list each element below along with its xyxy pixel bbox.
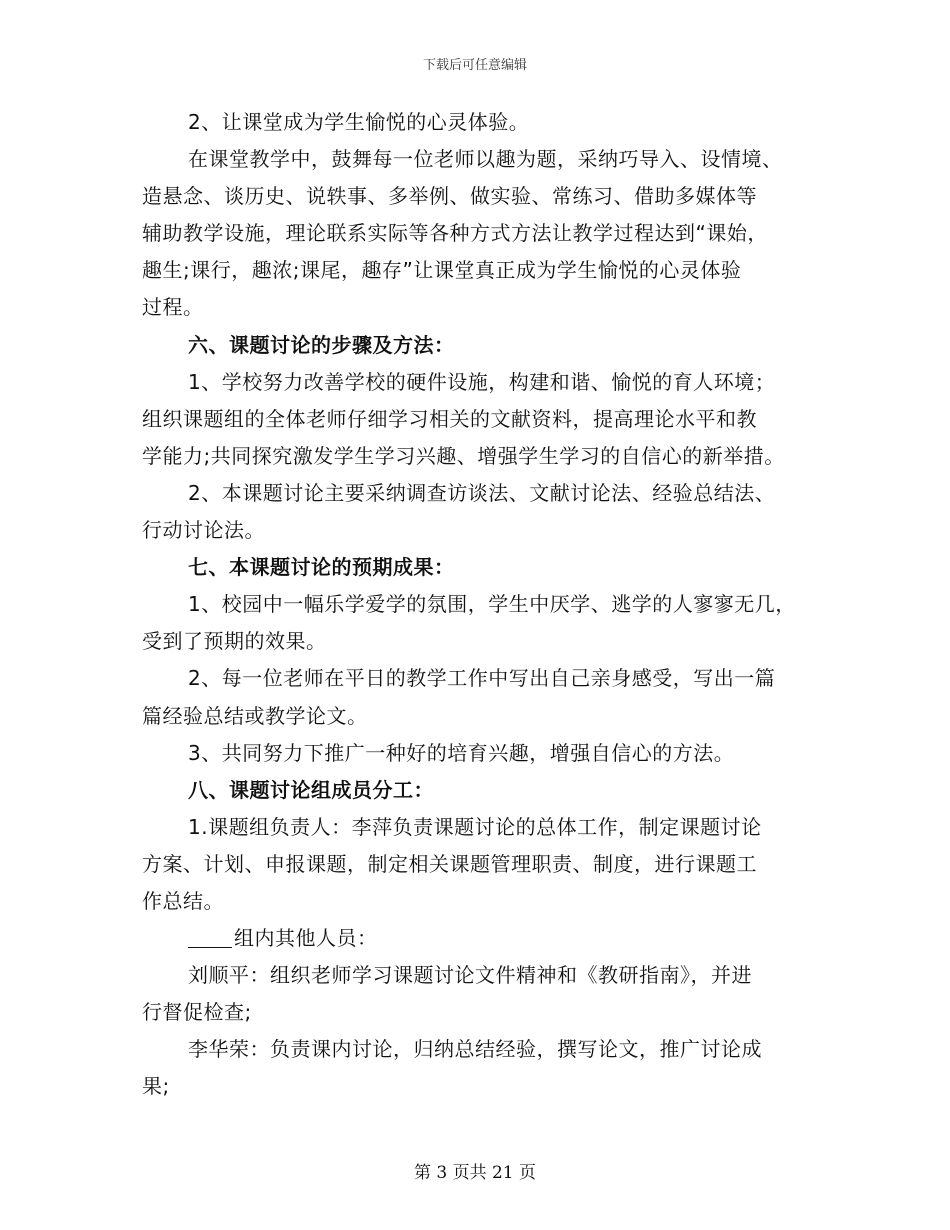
paragraph-line: 趣生;课行，趣浓;课尾，趣存”让课堂真正成为学生愉悦的心灵体验 [142, 258, 742, 283]
section-heading: 八、课题讨论组成员分工： [188, 777, 434, 802]
paragraph-line: 篇经验总结或教学论文。 [142, 703, 368, 728]
paragraph-line: 1、校园中一幅乐学爱学的氛围，学生中厌学、逃学的人寥寥无几， [188, 592, 796, 617]
document-body [142, 112, 808, 1114]
paragraph-line: 2、每一位老师在平日的教学工作中写出自己亲身感受，写出一篇 [188, 666, 776, 691]
section-heading: 七、本课题讨论的预期成果： [188, 555, 455, 580]
paragraph-line: 1、学校努力改善学校的硬件设施，构建和谐、愉悦的育人环境； [188, 369, 776, 394]
paragraph-line: 作总结。 [142, 888, 224, 913]
fill-in-blank [188, 929, 232, 948]
paragraph-line: 行动讨论法。 [142, 518, 265, 543]
paragraph-line: 李华荣：负责课内讨论，归纳总结经验，撰写论文，推广讨论成 [188, 1037, 762, 1062]
paragraph-line: 在课堂教学中，鼓舞每一位老师以趣为题，采纳巧导入、设情境、 [188, 147, 783, 172]
members-line [142, 926, 808, 951]
members-label: 组内其他人员： [234, 926, 378, 951]
paragraph-line: 1.课题组负责人：李萍负责课题讨论的总体工作，制定课题讨论 [188, 814, 762, 839]
page-footer: 第 3 页共 21 页 [413, 1163, 537, 1183]
paragraph-line: 组织课题组的全体老师仔细学习相关的文献资料，提高理论水平和教 [142, 406, 757, 431]
paragraph-line: 方案、计划、申报课题，制定相关课题管理职责、制度，进行课题工 [142, 851, 757, 876]
paragraph-line: 3、共同努力下推广一种好的培育兴趣，增强自信心的方法。 [188, 740, 735, 765]
paragraph-line: 受到了预期的效果。 [142, 629, 327, 654]
paragraph-line: 2、让课堂成为学生愉悦的心灵体验。 [188, 110, 530, 134]
paragraph-line: 过程。 [142, 295, 204, 320]
paragraph-line: 果; [142, 1074, 170, 1099]
paragraph-line: 刘顺平：组织老师学习课题讨论文件精神和《教研指南》，并进 [188, 963, 752, 988]
paragraph-line: 辅助教学设施，理论联系实际等各种方式方法让教学过程达到“课始， [142, 221, 768, 246]
paragraph-line: 造悬念、谈历史、说轶事、多举例、做实验、常练习、借助多媒体等 [142, 184, 757, 209]
section-heading: 六、课题讨论的步骤及方法： [188, 332, 455, 357]
paragraph-line: 学能力;共同探究激发学生学习兴趣、增强学生学习的自信心的新举措。 [142, 443, 785, 468]
page-header: 下载后可任意编辑 [422, 58, 527, 73]
paragraph-line: 2、本课题讨论主要采纳调查访谈法、文献讨论法、经验总结法、 [188, 480, 776, 505]
paragraph-line: 行督促检查; [142, 1000, 252, 1025]
